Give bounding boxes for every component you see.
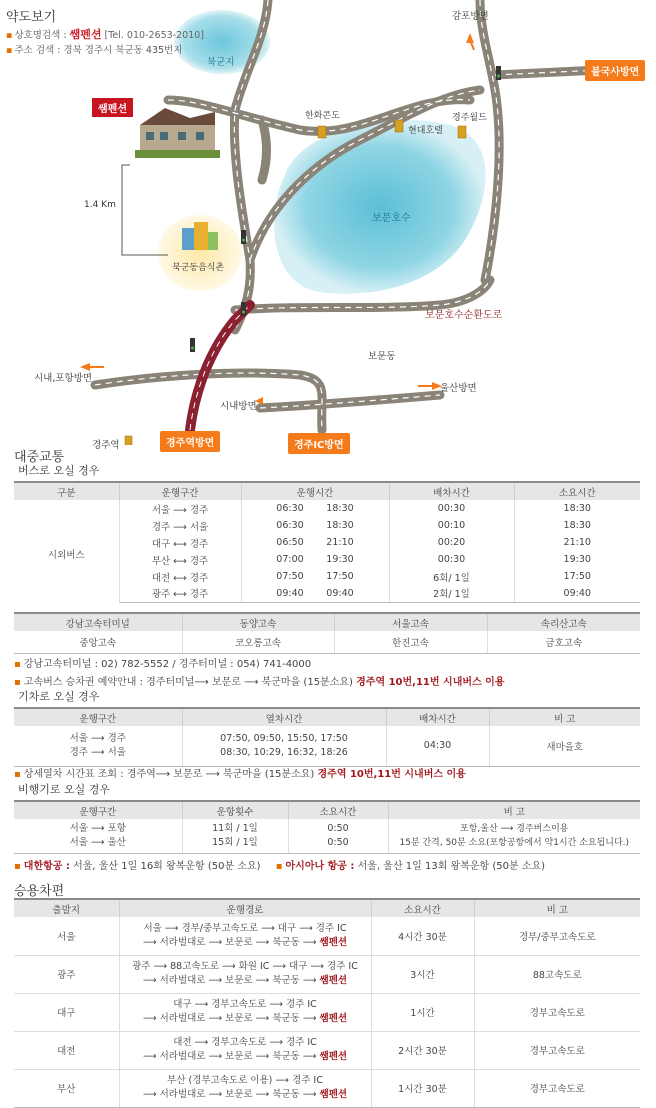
col-header: 소요시간 [371, 899, 474, 917]
note-text: 서울, 울산 1일 13회 왕복운항 (50분 소요) [354, 861, 546, 872]
remark-cell: 경부/중부고속도로 [474, 917, 640, 955]
col-header: 강남고속터미널 [14, 613, 182, 631]
bullet-icon: ▪ [275, 861, 283, 872]
time-cell: 4시간 30분 [371, 917, 474, 955]
destination-name: 쌤펜션 [319, 975, 348, 986]
car-heading: 승용차편 [14, 884, 65, 899]
time-cell [241, 517, 389, 534]
ic-direction-tag: 경주IC방면 [288, 433, 350, 454]
route-line-1: 서울 ⟶ 경부/중부고속도로 ⟶ 대구 ⟶ 경주 IC [143, 922, 347, 934]
public-transport-heading: 대중교통 [14, 450, 65, 465]
bulguksa-direction-tag: 불국사방면 [585, 60, 645, 81]
route-line-1: 부산 (경부고속도로 이용) ⟶ 경주 IC [167, 1075, 323, 1086]
brand-name: 쌤펜션 [69, 28, 102, 41]
table-cell [388, 819, 640, 853]
interval-cell: 00:20 [389, 534, 514, 551]
duration-cell: 17:50 [514, 568, 640, 585]
station-direction-tag: 경주역방면 [160, 431, 220, 452]
airline-name: 아시아나 항공 : [285, 861, 355, 872]
note-text: 상세열차 시간표 조회 : 경주역⟶ 보문로 ⟶ 북군마을 (15분소요) [23, 769, 315, 780]
freq-text: 11회 / 1일 [212, 822, 258, 834]
table-row [14, 1069, 640, 1107]
telephone: [Tel. 010-2653-2010] [104, 30, 204, 41]
terminal-phone-note [14, 655, 311, 670]
route-text: 서울 ⟶ 포항 [69, 822, 126, 834]
col-header: 배차시간 [389, 482, 514, 500]
pension-building-icon [135, 108, 220, 158]
start-time: 09:40 [276, 587, 304, 599]
route-cell: 광주 ⟷ 경주 [119, 585, 241, 602]
pond-label: 북군지 [207, 57, 235, 68]
search-name-line [6, 26, 204, 42]
route-cell: 부산 ⟷ 경주 [119, 551, 241, 568]
note-highlight: 경주역 10번,11번 시내버스 이용 [317, 769, 466, 780]
route-cell: 대전 ⟷ 경주 [119, 568, 241, 585]
origin-cell: 부산 [14, 1069, 119, 1107]
airline-note [14, 857, 545, 872]
start-time: 06:30 [276, 520, 304, 531]
train-heading: 기차로 오실 경우 [18, 690, 100, 703]
col-header: 열차시간 [182, 708, 386, 726]
end-time: 19:30 [326, 554, 354, 565]
duration-text: 0:50 [327, 836, 349, 848]
terminal-table [14, 612, 640, 654]
origin-cell: 서울 [14, 917, 119, 955]
route-line-2 [120, 1012, 371, 1026]
destination-name: 쌤펜션 [319, 1051, 348, 1062]
col-header: 서울고속 [334, 613, 487, 631]
col-header: 비 고 [474, 899, 640, 917]
note-text: 강남고속터미널 : 02) 782-5552 / 경주터미널 : 054) 741-4000 [23, 659, 312, 670]
lake-area [274, 120, 486, 294]
duration-cell: 19:30 [514, 551, 640, 568]
end-time: 18:30 [326, 503, 354, 514]
time-text: 07:50, 09:50, 15:50, 17:50 [220, 732, 348, 744]
route-cell [119, 955, 371, 993]
table-cell: 중앙고속 [14, 631, 182, 653]
interval-cell: 6회/ 1일 [389, 568, 514, 585]
end-time: 17:50 [326, 571, 354, 582]
remark-text: 15분 간격, 50분 소요(포항공항에서 약1시간 소요됩니다.) [399, 837, 630, 848]
car-table [14, 898, 640, 1108]
bullet-icon: ▪ [14, 861, 21, 872]
remark-cell: 경부고속도로 [474, 1031, 640, 1069]
bus-table [14, 481, 640, 603]
col-header: 소요시간 [514, 482, 640, 500]
bullet-icon: ▪ [14, 769, 21, 780]
bullet-icon: ▪ [14, 677, 21, 688]
time-cell: 3시간 [371, 955, 474, 993]
col-header: 배차시간 [386, 708, 489, 726]
table-cell: 한진고속 [334, 631, 487, 653]
gyeongjuworld-label: 경주월드 [452, 113, 487, 123]
bullet-icon: ▪ [6, 30, 13, 41]
pohang-direction: 시내,포항방면 [34, 373, 93, 384]
route-cell: 경주 ⟶ 서울 [119, 517, 241, 534]
col-header: 소요시간 [288, 801, 388, 819]
hanhwa-label: 한화콘도 [305, 111, 340, 121]
route-line-2 [120, 1050, 371, 1064]
destination-name: 쌤펜션 [319, 1013, 348, 1024]
pension-sign: 쌤펜션 [92, 98, 133, 117]
lake-road-label: 보문호수순환도로 [425, 310, 503, 321]
start-time: 07:50 [276, 571, 304, 582]
col-header: 운행경로 [119, 899, 371, 917]
time-cell: 1시간 [371, 993, 474, 1031]
start-time: 06:50 [276, 537, 304, 548]
bullet-icon: ▪ [14, 659, 21, 670]
location-map [0, 0, 656, 445]
interval-cell: 2회/ 1일 [389, 585, 514, 602]
time-cell [241, 534, 389, 551]
time-cell [241, 551, 389, 568]
route-text: 서울 ⟶ 울산 [69, 836, 126, 848]
route-text: ⟶ 서라벌대로 ⟶ 보문로 ⟶ 북군동 ⟶ [142, 1013, 320, 1024]
route-cell [119, 1031, 371, 1069]
address-line [6, 42, 182, 56]
table-cell: 코오롱고속 [182, 631, 334, 653]
route-text: ⟶ 서라벌대로 ⟶ 보문로 ⟶ 북군동 ⟶ [142, 1051, 320, 1062]
route-cell: 대구 ⟷ 경주 [119, 534, 241, 551]
air-table [14, 800, 640, 854]
route-line-2 [120, 936, 371, 950]
ulsan-direction: 울산방면 [440, 383, 477, 394]
route-text: 서울 ⟶ 경주 [69, 732, 126, 744]
col-header: 비 고 [489, 708, 640, 726]
table-cell [14, 726, 182, 766]
duration-cell: 09:40 [514, 585, 640, 602]
note-text: 고속버스 승차권 예약안내 : 경주터미널⟶ 보문로 ⟶ 북군마을 (15분소요) [23, 677, 353, 688]
remark-text: 포항,울산 ⟶ 경주버스이용 [460, 823, 569, 834]
duration-cell: 18:30 [514, 500, 640, 517]
time-cell: 2시간 30분 [371, 1031, 474, 1069]
search-name-label: 상호명검색 : [14, 30, 70, 41]
end-time: 09:40 [326, 587, 354, 599]
col-header: 구분 [14, 482, 119, 500]
note-highlight: 경주역 10번,11번 시내버스 이용 [356, 677, 505, 688]
route-cell: 서울 ⟶ 경주 [119, 500, 241, 517]
airline-name: 대한항공 : [23, 861, 70, 872]
gampo-direction: 감포방면 [452, 11, 489, 22]
note-text: 서울, 울산 1일 16회 왕복운항 (50분 소요) [69, 861, 261, 872]
page-title: 약도보기 [6, 10, 57, 25]
table-cell [14, 819, 182, 853]
remark-cell: 경부고속도로 [474, 1069, 640, 1107]
route-line-1: 대구 ⟶ 경부고속도로 ⟶ 경주 IC [173, 999, 317, 1010]
end-time: 21:10 [326, 537, 354, 548]
col-header: 속리산고속 [487, 613, 640, 631]
table-cell: 04:30 [386, 726, 489, 766]
route-cell [119, 1069, 371, 1107]
freq-text: 15회 / 1일 [212, 836, 258, 848]
table-row [14, 1031, 640, 1069]
duration-cell: 21:10 [514, 534, 640, 551]
duration-cell: 18:30 [514, 517, 640, 534]
table-cell [288, 819, 388, 853]
remark-cell: 경부고속도로 [474, 993, 640, 1031]
city-direction: 시내방면 [220, 401, 257, 412]
destination-name: 쌤펜션 [319, 936, 348, 948]
interval-cell: 00:10 [389, 517, 514, 534]
col-header: 운행구간 [14, 708, 182, 726]
hyundai-label: 현대호텔 [408, 126, 443, 136]
interval-cell: 00:30 [389, 551, 514, 568]
route-text: ⟶ 서라벌대로 ⟶ 보문로 ⟶ 북군동 ⟶ [142, 975, 320, 986]
air-heading: 비행기로 오실 경우 [18, 783, 111, 796]
remark-cell: 88고속도로 [474, 955, 640, 993]
route-cell [119, 993, 371, 1031]
bus-reservation-note [14, 673, 504, 688]
table-row [14, 500, 640, 517]
end-time: 18:30 [326, 520, 354, 531]
destination-name: 쌤펜션 [319, 1089, 348, 1100]
village-label: 북군동음식촌 [172, 263, 225, 273]
bomun-label: 보문동 [368, 351, 396, 362]
route-line-2 [120, 974, 371, 988]
bullet-icon: ▪ [6, 45, 13, 56]
time-text: 08:30, 10:29, 16:32, 18:26 [220, 746, 348, 758]
table-cell: 금호고속 [487, 631, 640, 653]
time-cell [241, 568, 389, 585]
table-row [14, 993, 640, 1031]
origin-cell: 광주 [14, 955, 119, 993]
col-header: 운행시간 [241, 482, 389, 500]
col-header: 운항횟수 [182, 801, 288, 819]
col-header: 동양고속 [182, 613, 334, 631]
route-line-1: 대전 ⟶ 경부고속도로 ⟶ 경주 IC [173, 1037, 317, 1048]
col-header: 비 고 [388, 801, 640, 819]
time-cell [241, 500, 389, 517]
route-text: 경주 ⟶ 서울 [69, 746, 126, 758]
route-cell [119, 917, 371, 955]
duration-text: 0:50 [327, 822, 349, 834]
lake-label: 보문호수 [372, 213, 411, 224]
address-label: 주소 검색 : 경북 경주시 북군동 435번지 [14, 45, 183, 56]
bus-category: 시외버스 [14, 500, 119, 602]
bus-heading: 버스로 오실 경우 [18, 464, 100, 477]
col-header: 운행구간 [14, 801, 182, 819]
route-text: ⟶ 서라벌대로 ⟶ 보문로 ⟶ 북군동 ⟶ [142, 1089, 320, 1100]
start-time: 07:00 [276, 554, 304, 565]
start-time: 06:30 [276, 503, 304, 514]
route-text: ⟶ 서라벌대로 ⟶ 보문로 ⟶ 북군동 ⟶ [142, 936, 320, 948]
train-table [14, 707, 640, 767]
time-cell [241, 585, 389, 602]
time-cell: 1시간 30분 [371, 1069, 474, 1107]
table-row [14, 917, 640, 955]
origin-cell: 대전 [14, 1031, 119, 1069]
train-schedule-note [14, 765, 466, 780]
table-cell [182, 726, 386, 766]
table-row [14, 955, 640, 993]
route-line-1: 광주 ⟶ 88고속도로 ⟶ 화원 IC ⟶ 대구 ⟶ 경주 IC [132, 961, 358, 972]
station-label: 경주역 [92, 440, 120, 451]
col-header: 운행구간 [119, 482, 241, 500]
interval-cell: 00:30 [389, 500, 514, 517]
col-header: 출발지 [14, 899, 119, 917]
origin-cell: 대구 [14, 993, 119, 1031]
distance-label: 1.4 Km [84, 200, 116, 210]
table-cell [182, 819, 288, 853]
table-cell: 새마을호 [489, 726, 640, 766]
